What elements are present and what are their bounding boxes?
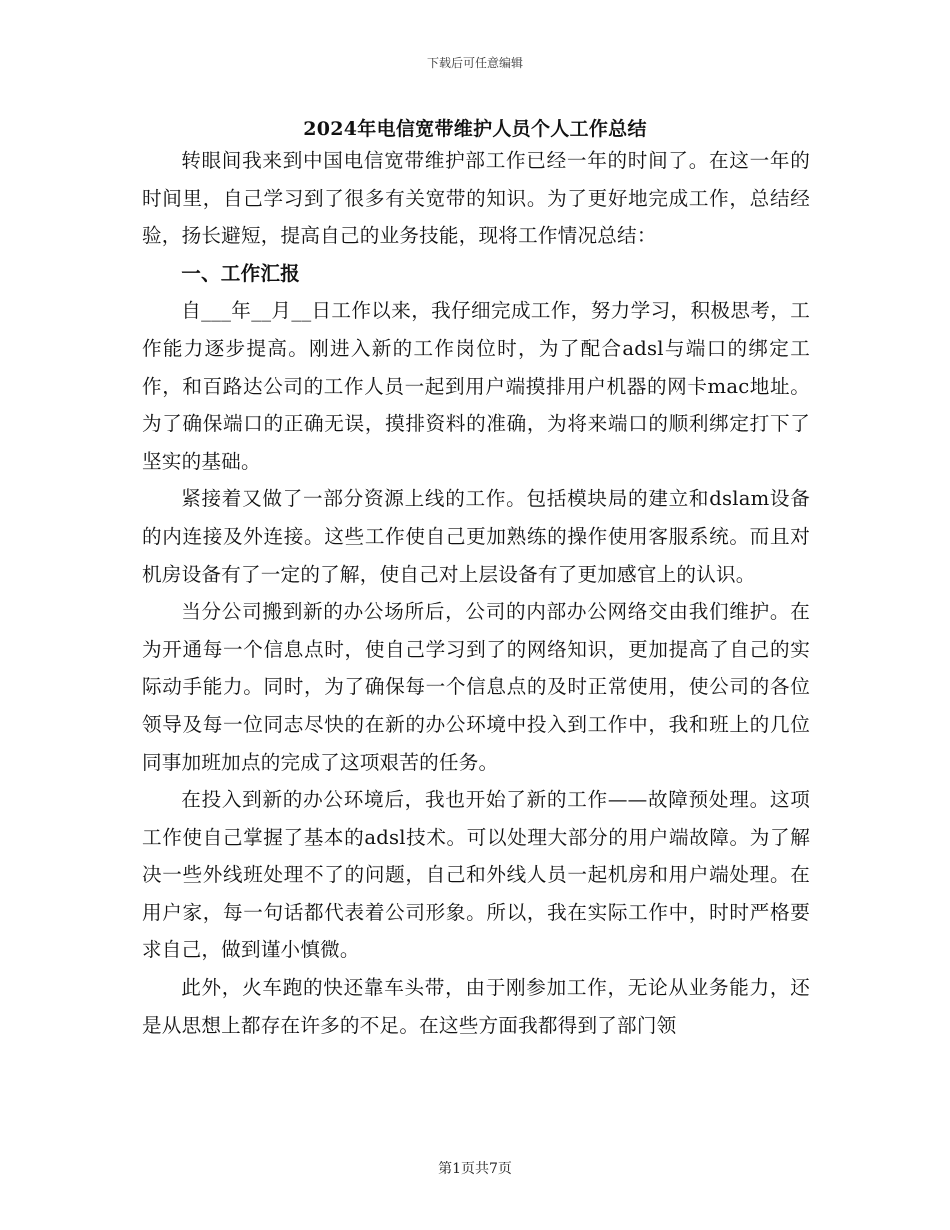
intro-paragraph: 转眼间我来到中国电信宽带维护部工作已经一年的时间了。在这一年的时间里，自己学习到了很多有关宽带的知识。为了更好地完成工作，总结经验，扬长避短，提高自己的业务技能，现将工作情况总结： bbox=[142, 149, 810, 248]
page-number-footer: 第1页共7页 bbox=[438, 1161, 512, 1177]
body-paragraph: 当分公司搬到新的办公场所后，公司的内部办公网络交由我们维护。在为开通每一个信息点时，使自己学习到了的网络知识，更加提高了自己的实际动手能力。同时，为了确保每一个信息点的及时正常使用，使公司的各位领导及每一位同志尽快的在新的办公环境中投入到工作中，我和班上的几位同事加班加点的完成了这项艰苦的任务。 bbox=[142, 600, 810, 774]
body-paragraph: 此外，火车跑的快还靠车头带，由于刚参加工作，无论从业务能力，还是从思想上都存在许多的不足。在这些方面我都得到了部门领 bbox=[142, 976, 810, 1037]
section-heading: 一、工作汇报 bbox=[181, 261, 300, 285]
body-paragraph: 自___年__月__日工作以来，我仔细完成工作，努力学习，积极思考，工作能力逐步提高。刚进入新的工作岗位时，为了配合adsl与端口的绑定工作，和百路达公司的工作人员一起到用户端摸排用户机器的网卡mac地址。为了确保端口的正确无误，摸排资料的准确，为将来端口的顺利绑定打下了坚实的基础。 bbox=[142, 299, 810, 473]
body-paragraph: 紧接着又做了一部分资源上线的工作。包括模块局的建立和dslam设备的内连接及外连接。这些工作使自己更加熟练的操作使用客服系统。而且对机房设备有了一定的了解，使自己对上层设备有了更加感官上的认识。 bbox=[142, 487, 810, 586]
document-title: 2024年电信宽带维护人员个人工作总结 bbox=[303, 118, 647, 140]
body-paragraph: 在投入到新的办公环境后，我也开始了新的工作——故障预处理。这项工作使自己掌握了基本的adsl技术。可以处理大部分的用户端故障。为了解决一些外线班处理不了的问题，自己和外线人员一起机房和用户端处理。在用户家，每一句话都代表着公司形象。所以，我在实际工作中，时时严格要求自己，做到谨小慎微。 bbox=[142, 788, 810, 962]
document-body bbox=[142, 142, 810, 1044]
page-header-note: 下载后可任意编辑 bbox=[426, 56, 523, 70]
